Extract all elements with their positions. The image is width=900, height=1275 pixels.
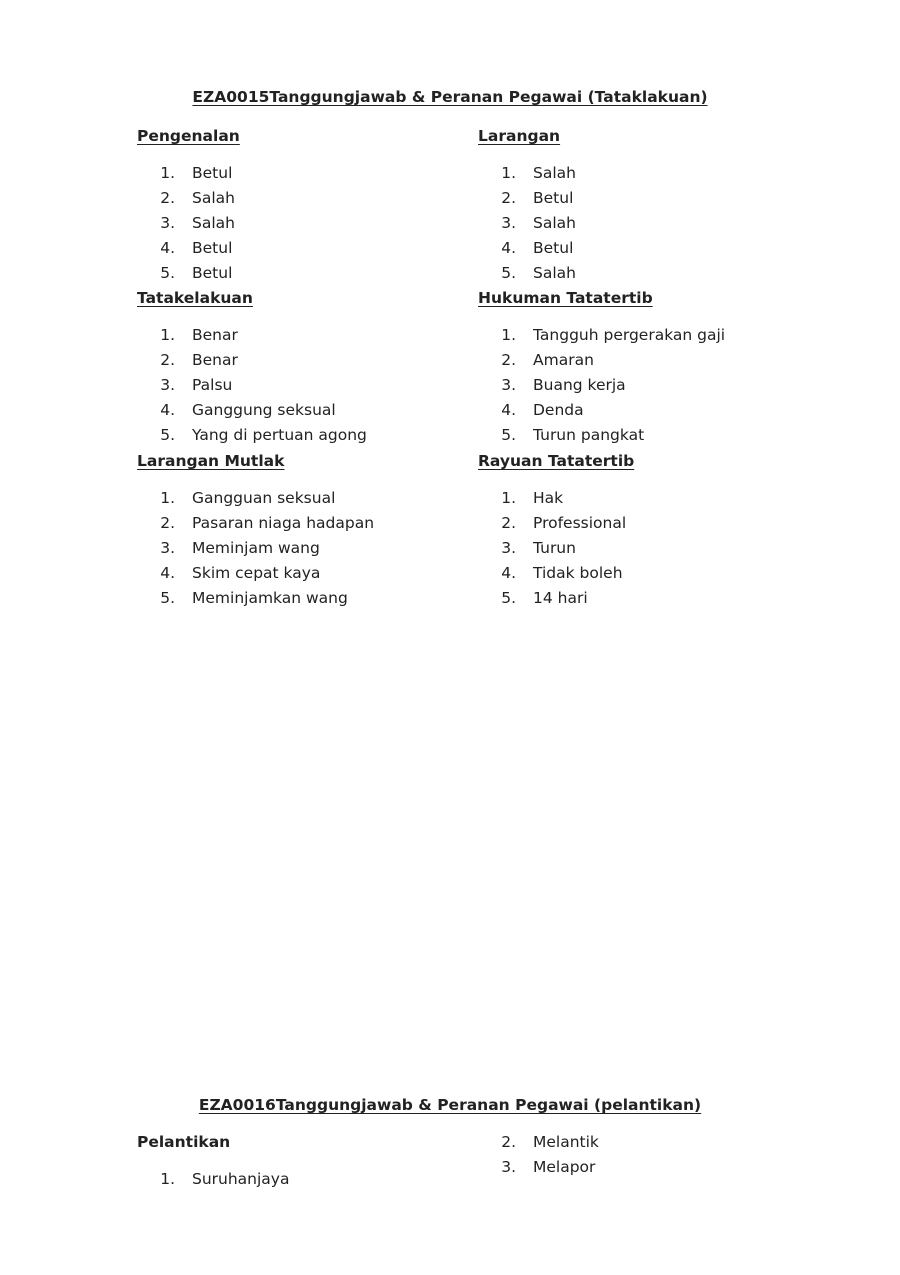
answer-list <box>478 161 868 286</box>
section-heading: Larangan Mutlak <box>137 452 285 470</box>
list-item: 3. Meminjam wang <box>160 539 320 557</box>
document-title-2: EZA0016Tanggungjawab & Peranan Pegawai (pelantikan) <box>198 1096 702 1114</box>
list-item: 3. Turun <box>501 539 576 557</box>
list-item: 1. Gangguan seksual <box>160 489 336 507</box>
section-larangan <box>478 124 868 286</box>
section-pelantikan <box>137 1130 527 1192</box>
section-pengenalan <box>137 124 527 286</box>
list-item: 3. Melapor <box>501 1158 596 1176</box>
section-heading: Rayuan Tatatertib <box>478 452 635 470</box>
list-item: 5. Yang di pertuan agong <box>160 426 367 444</box>
answer-list <box>478 486 868 611</box>
section-heading: Pengenalan <box>137 127 240 145</box>
list-item: 1. Hak <box>501 489 564 507</box>
list-item: 4. Denda <box>501 401 584 419</box>
section-heading: Hukuman Tatatertib <box>478 289 653 307</box>
list-item: 1. Suruhanjaya <box>160 1170 290 1188</box>
section-tatakelakuan <box>137 286 527 448</box>
section-heading: Pelantikan <box>137 1133 231 1151</box>
list-item: 2. Benar <box>160 351 238 369</box>
list-item: 2. Salah <box>160 189 235 207</box>
list-item: 4. Skim cepat kaya <box>160 564 321 582</box>
list-item: 5. 14 hari <box>501 589 588 607</box>
list-item: 3. Palsu <box>160 376 233 394</box>
list-item: 3. Salah <box>160 214 235 232</box>
list-item: 5. Meminjamkan wang <box>160 589 348 607</box>
list-item: 5. Betul <box>160 264 233 282</box>
list-item: 1. Salah <box>501 164 576 182</box>
list-item: 4. Ganggung seksual <box>160 401 336 419</box>
list-item: 2. Melantik <box>501 1133 599 1151</box>
answer-list <box>137 1167 527 1192</box>
answer-list <box>478 1130 868 1180</box>
answer-list <box>137 486 527 611</box>
list-item: 2. Betul <box>501 189 574 207</box>
list-item: 3. Salah <box>501 214 576 232</box>
answer-list <box>478 323 868 448</box>
section-rayuan-tatatertib <box>478 449 868 611</box>
section-hukuman-tatatertib <box>478 286 868 448</box>
answer-list <box>137 161 527 286</box>
list-item: 4. Betul <box>160 239 233 257</box>
list-item: 1. Benar <box>160 326 238 344</box>
answer-list <box>137 323 527 448</box>
list-item: 4. Tidak boleh <box>501 564 623 582</box>
list-item: 3. Buang kerja <box>501 376 626 394</box>
section-larangan-mutlak <box>137 449 527 611</box>
document-title: EZA0015Tanggungjawab & Peranan Pegawai (Tataklakuan) <box>192 88 708 106</box>
section-heading: Larangan <box>478 127 561 145</box>
list-item: 2. Amaran <box>501 351 594 369</box>
list-item: 2. Professional <box>501 514 627 532</box>
list-item: 1. Tangguh pergerakan gaji <box>501 326 726 344</box>
list-item: 4. Betul <box>501 239 574 257</box>
list-item: 5. Turun pangkat <box>501 426 645 444</box>
section-heading: Tatakelakuan <box>137 289 253 307</box>
section-pelantikan-continued <box>478 1130 868 1180</box>
list-item: 5. Salah <box>501 264 576 282</box>
list-item: 1. Betul <box>160 164 233 182</box>
list-item: 2. Pasaran niaga hadapan <box>160 514 375 532</box>
